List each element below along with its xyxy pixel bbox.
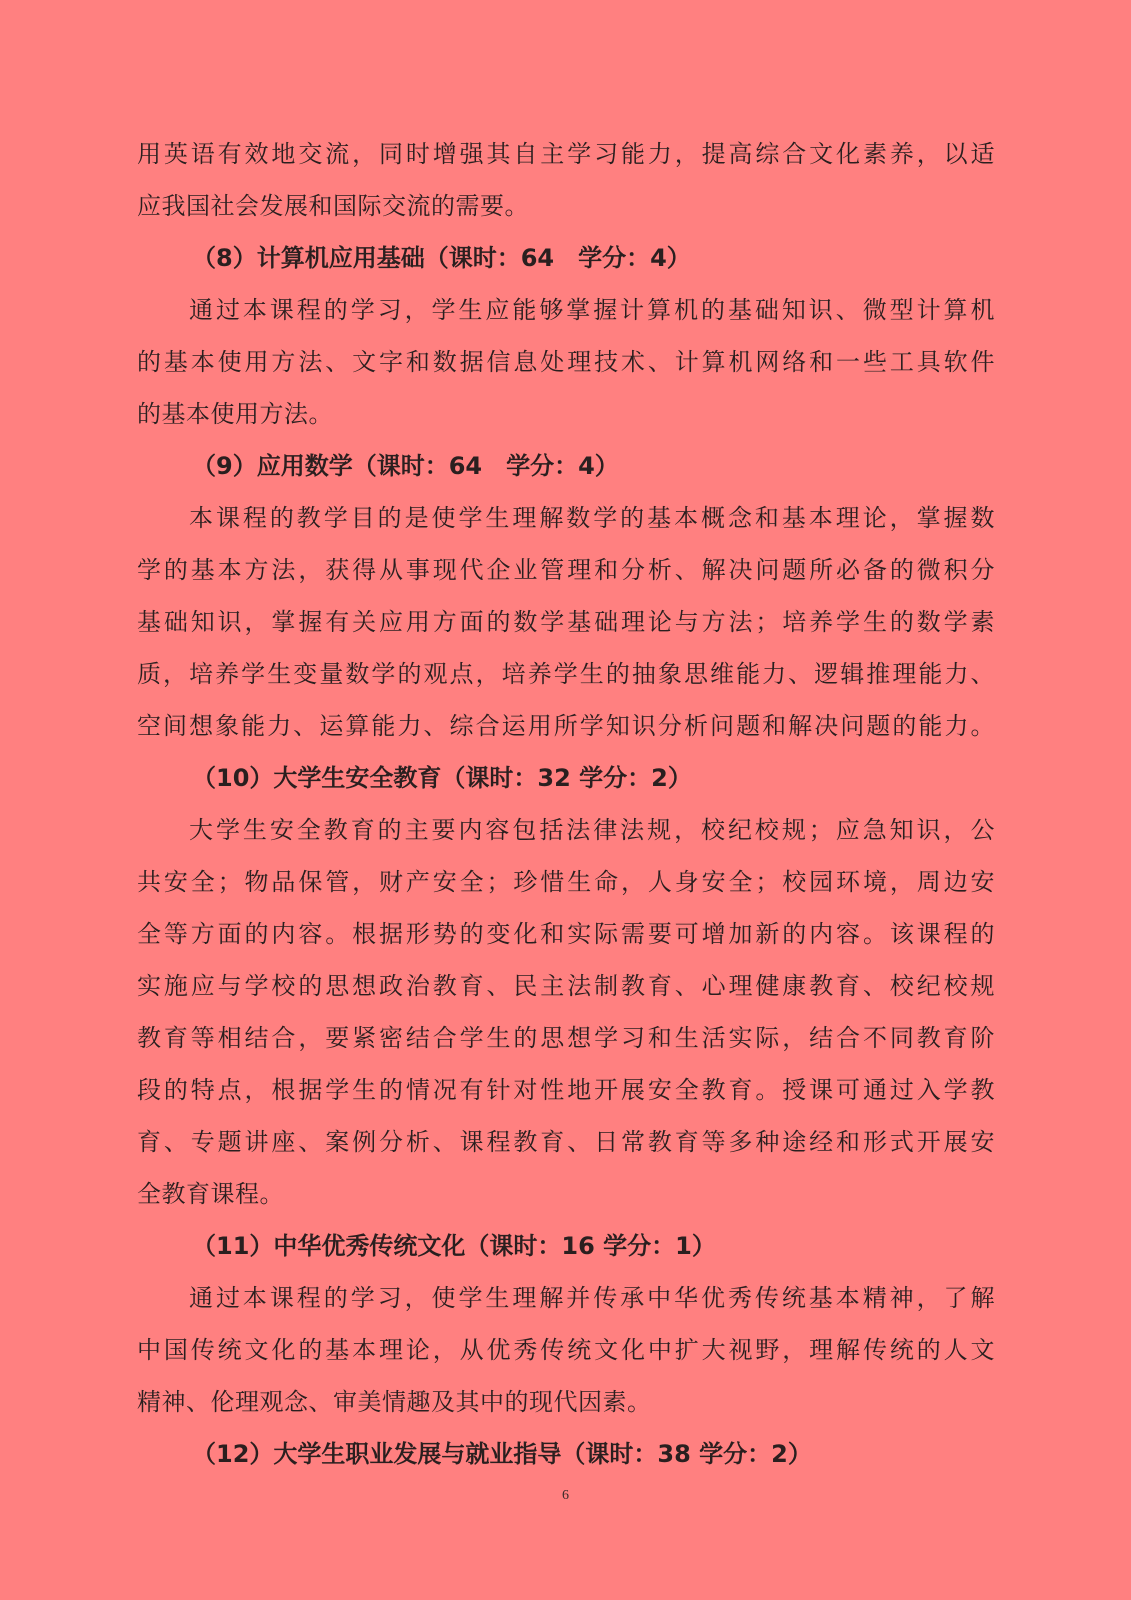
paragraph-line: 育、专题讲座、案例分析、课程教育、日常教育等多种途经和形式开展安	[137, 1128, 995, 1156]
paragraph-line: 应我国社会发展和国际交流的需要。	[137, 192, 529, 220]
section-heading-traditional-culture: （11）中华优秀传统文化（课时：16 学分：1）	[192, 1232, 716, 1260]
section-heading-applied-math: （9）应用数学（课时：64 学分：4）	[192, 452, 619, 480]
paragraph-line: 的基本使用方法。	[137, 400, 333, 428]
paragraph-line: 大学生安全教育的主要内容包括法律法规，校纪校规；应急知识，公	[189, 816, 995, 844]
paragraph-line: 通过本课程的学习，使学生理解并传承中华优秀传统基本精神，了解	[189, 1284, 995, 1312]
page-number: 6	[562, 1488, 569, 1503]
section-heading-career-guidance: （12）大学生职业发展与就业指导（课时：38 学分：2）	[192, 1440, 812, 1468]
paragraph-line: 用英语有效地交流，同时增强其自主学习能力，提高综合文化素养，以适	[137, 140, 995, 168]
paragraph-line: 实施应与学校的思想政治教育、民主法制教育、心理健康教育、校纪校规	[137, 972, 995, 1000]
paragraph-line: 空间想象能力、运算能力、综合运用所学知识分析问题和解决问题的能力。	[137, 712, 995, 740]
paragraph-line: 学的基本方法，获得从事现代企业管理和分析、解决问题所必备的微积分	[137, 556, 995, 584]
paragraph-line: 全等方面的内容。根据形势的变化和实际需要可增加新的内容。该课程的	[137, 920, 995, 948]
paragraph-line: 段的特点，根据学生的情况有针对性地开展安全教育。授课可通过入学教	[137, 1076, 995, 1104]
document-body	[137, 128, 995, 1480]
section-heading-computer-basics: （8）计算机应用基础（课时：64 学分：4）	[192, 244, 691, 272]
paragraph-line: 中国传统文化的基本理论，从优秀传统文化中扩大视野，理解传统的人文	[137, 1336, 995, 1364]
paragraph-line: 精神、伦理观念、审美情趣及其中的现代因素。	[137, 1388, 652, 1416]
paragraph-line: 全教育课程。	[137, 1180, 284, 1208]
paragraph-line: 通过本课程的学习，学生应能够掌握计算机的基础知识、微型计算机	[189, 296, 995, 324]
paragraph-line: 教育等相结合，要紧密结合学生的思想学习和生活实际，结合不同教育阶	[137, 1024, 995, 1052]
paragraph-line: 共安全；物品保管，财产安全；珍惜生命，人身安全；校园环境，周边安	[137, 868, 995, 896]
paragraph-line: 基础知识，掌握有关应用方面的数学基础理论与方法；培养学生的数学素	[137, 608, 995, 636]
paragraph-line: 的基本使用方法、文字和数据信息处理技术、计算机网络和一些工具软件	[137, 348, 995, 376]
section-heading-safety-education: （10）大学生安全教育（课时：32 学分：2）	[192, 764, 692, 792]
paragraph-line: 质，培养学生变量数学的观点，培养学生的抽象思维能力、逻辑推理能力、	[137, 660, 995, 688]
paragraph-line: 本课程的教学目的是使学生理解数学的基本概念和基本理论，掌握数	[189, 504, 995, 532]
